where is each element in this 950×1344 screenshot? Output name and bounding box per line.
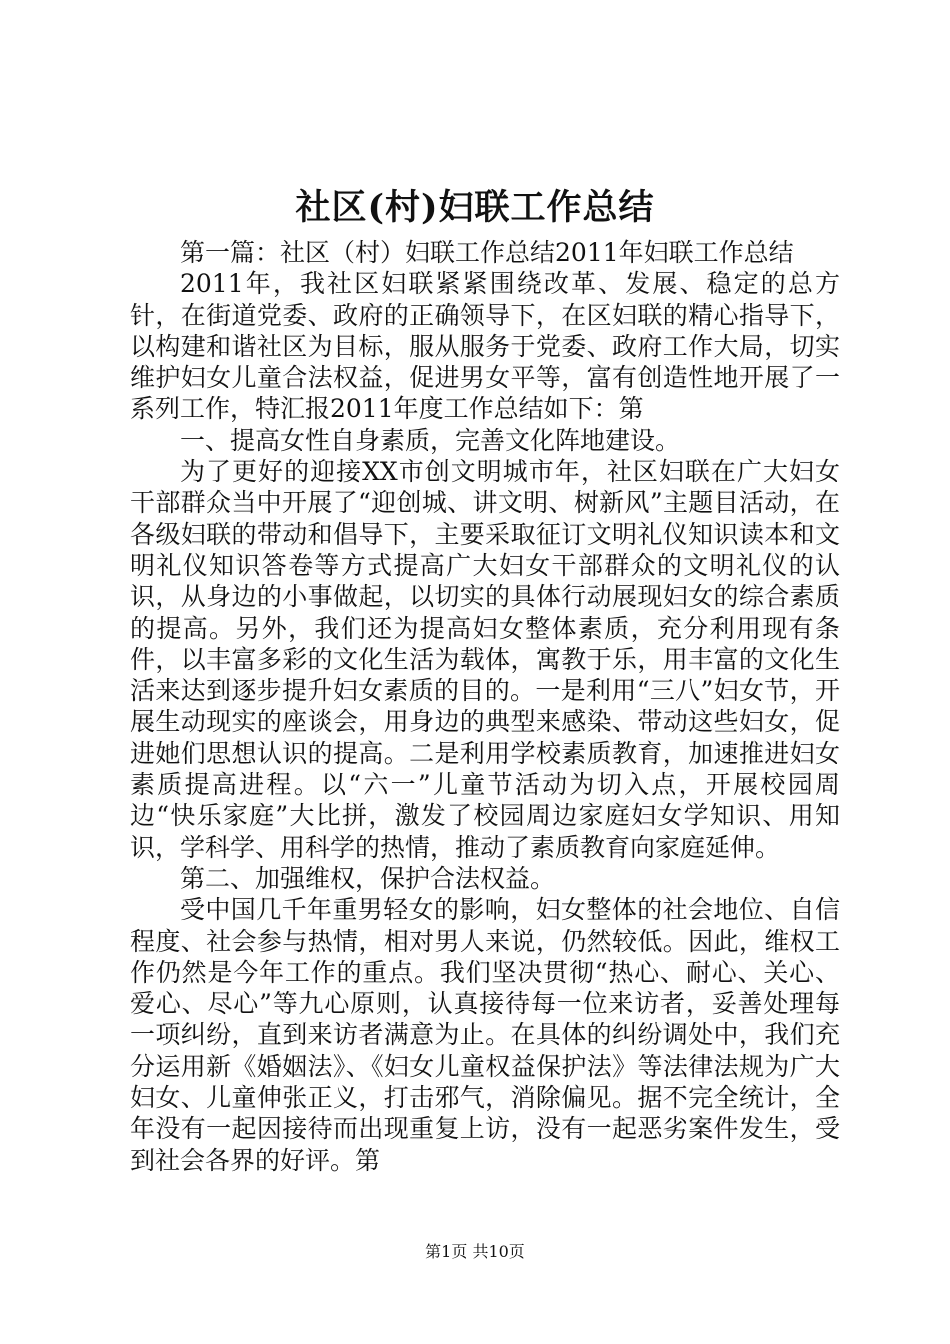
- paragraph-rights: 受中国几千年重男轻女的影响，妇女整体的社会地位、自信程度、社会参与热情，相对男人来说，仍然较低。因此，维权工作仍然是今年工作的重点。我们坚决贯彻“热心、耐心、关心、爱心、尽心”等九心原则，认真接待每一位来访者，妥善处理每一项纠纷，直到来访者满意为止。在具体的纠纷调处中，我们充分运用新《婚姻法》、《妇女儿童权益保护法》等法律法规为广大妇女、儿童伸张正义，打击邪气，消除偏见。据不完全统计，全年没有一起因接待而出现重复上访，没有一起恶劣案件发生，受到社会各界的好评。第: [130, 895, 840, 1175]
- paragraph-section-heading: 第一篇：社区（村）妇联工作总结2011年妇联工作总结: [180, 238, 794, 267]
- paragraph-heading-two: 第二、加强维权，保护合法权益。: [180, 863, 556, 893]
- document-body: [130, 237, 840, 1176]
- paragraph-heading-one: 一、提高女性自身素质，完善文化阵地建设。: [180, 425, 681, 455]
- paragraph-intro: 2011年，我社区妇联紧紧围绕改革、发展、稳定的总方针，在街道党委、政府的正确领导下，在区妇联的精心指导下，以构建和谐社区为目标，服从服务于党委、政府工作大局，切实维护妇女儿童合法权益，促进男女平等，富有创造性地开展了一系列工作，特汇报2011年度工作总结如下：第: [130, 269, 840, 424]
- paragraph-culture: 为了更好的迎接XX市创文明城市年，社区妇联在广大妇女干部群众当中开展了“迎创城、讲文明、树新风”主题目活动，在各级妇联的带动和倡导下，主要采取征订文明礼仪知识读本和文明礼仪知识答卷等方式提高广大妇女干部群众的文明礼仪的认识，从身边的小事做起，以切实的具体行动展现妇女的综合素质的提高。另外，我们还为提高妇女整体素质，充分利用现有条件，以丰富多彩的文化生活为载体，寓教于乐，用丰富的文化生活来达到逐步提升妇女素质的目的。一是利用“三八”妇女节，开展生动现实的座谈会，用身边的典型来感染、带动这些妇女，促进她们思想认识的提高。二是利用学校素质教育，加速推进妇女素质提高进程。以“六一”儿童节活动为切入点，开展校园周边“快乐家庭”大比拼，激发了校园周边家庭妇女学知识、用知识，学科学、用科学的热情，推动了素质教育向家庭延伸。: [130, 457, 840, 862]
- page-number-footer: 第1页 共10页: [425, 1242, 525, 1261]
- document-title: 社区(村)妇联工作总结: [295, 187, 655, 228]
